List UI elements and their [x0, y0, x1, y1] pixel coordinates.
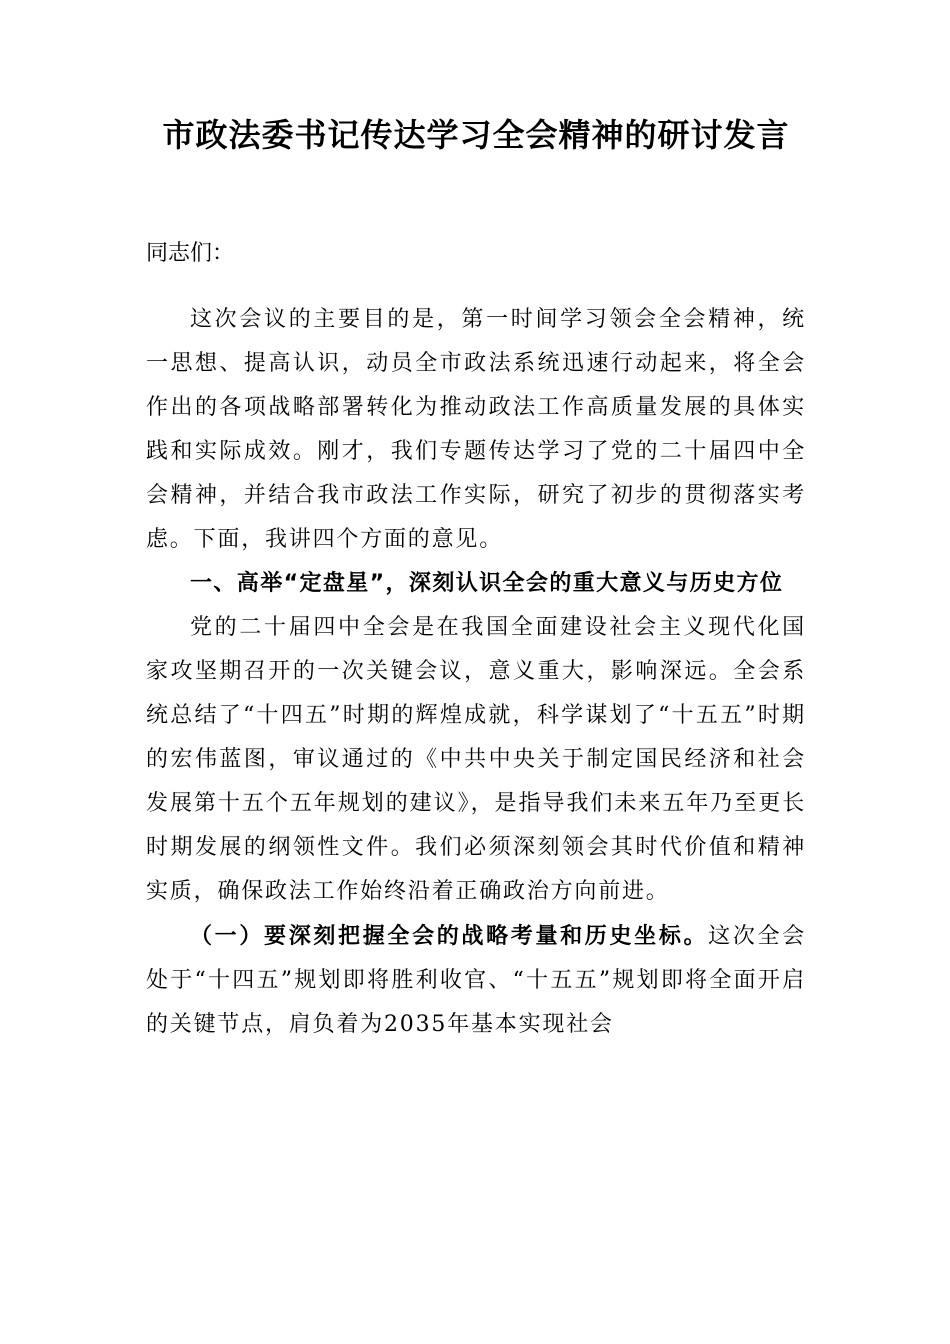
section-1-heading: 一、高举“定盘星”，深刻认识全会的重大意义与历史方位: [190, 571, 784, 596]
intro-paragraph: 这次会议的主要目的是，第一时间学习领会全会精神，统一思想、提高认识，动员全市政法系统迅速行动起来，将全会作出的各项战略部署转化为推动政法工作高质量发展的具体实践和实际成效。刚才，我们专题传达学习了党的二十届四中全会精神，并结合我市政法工作实际，研究了初步的贯彻落实考虑。下面，我讲四个方面的意见。: [146, 307, 806, 552]
document-page: [146, 110, 806, 1037]
subsection-1-text: 这次全会处于“十四五”规划即将胜利收官、“十五五”规划即将全面开启的关键节点，肩负着为2035年基本实现社会: [146, 924, 806, 1037]
salutation: 同志们：: [146, 241, 235, 266]
document-body: [146, 298, 806, 1047]
document-title: 市政法委书记传达学习全会精神的研讨发言: [162, 116, 790, 154]
subsection-1-paragraph: [146, 914, 806, 1047]
section-1-paragraph: 党的二十届四中全会是在我国全面建设社会主义现代化国家攻坚期召开的一次关键会议，意义重大，影响深远。全会系统总结了“十四五”时期的辉煌成就，科学谋划了“十五五”时期的宏伟蓝图，审议通过的《中共中央关于制定国民经济和社会发展第十五个五年规划的建议》，是指导我们未来五年乃至更长时期发展的纲领性文件。我们必须深刻领会其时代价值和精神实质，确保政法工作始终沿着正确政治方向前进。: [146, 615, 806, 904]
subsection-1-lead: （一）要深刻把握全会的战略考量和历史坐标。: [190, 923, 709, 949]
